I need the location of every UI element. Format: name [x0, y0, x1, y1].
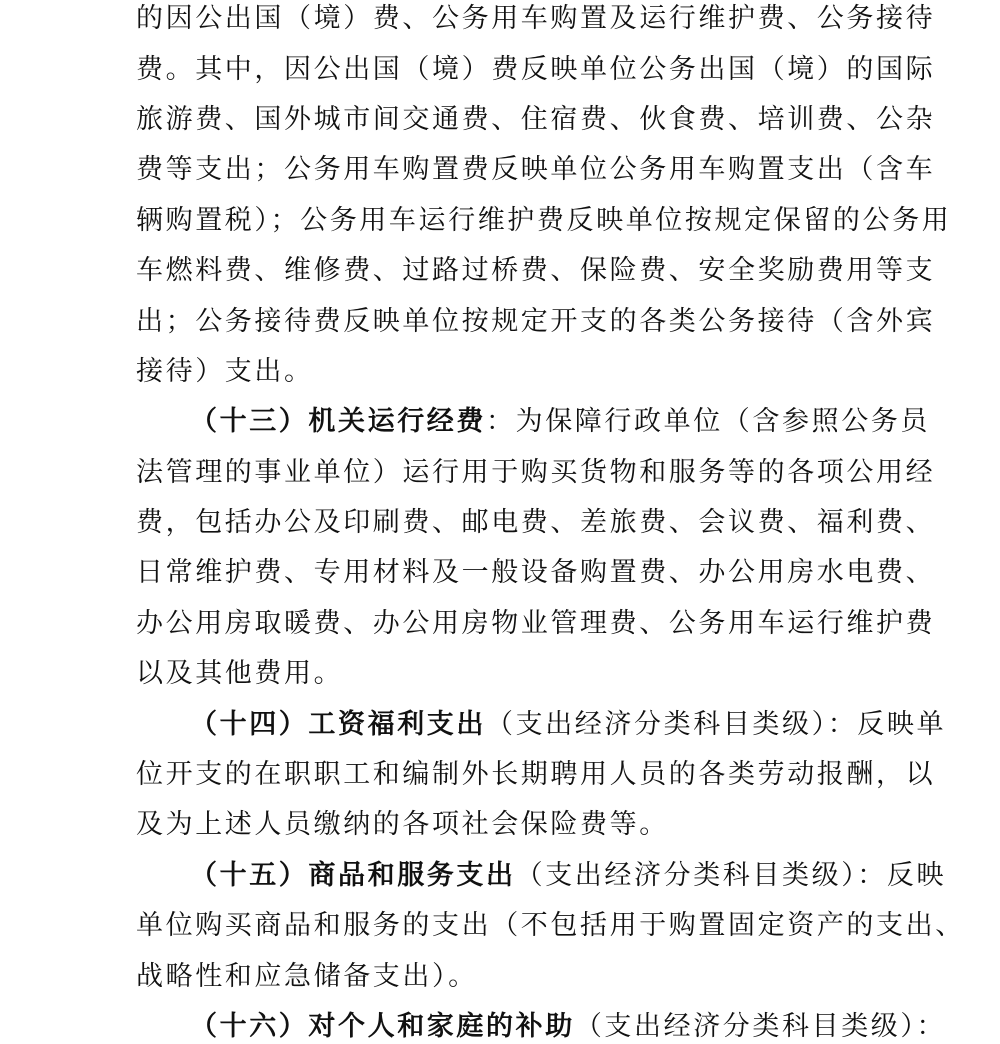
body-text-line	[136, 305, 935, 339]
body-text-line	[136, 960, 478, 994]
line-text: 费。其中，因公出国（境）费反映单位公务出国（境）的国际	[136, 54, 936, 85]
line-text: 接待）支出。	[136, 356, 314, 387]
body-text-line	[136, 808, 669, 842]
section-14-paragraph-start	[190, 708, 946, 742]
body-text-line	[136, 556, 935, 590]
line-text: 以及其他费用。	[136, 658, 344, 689]
line-text: （支出经济分类科目类级）：	[574, 1011, 947, 1042]
section-13-paragraph-start	[190, 405, 930, 439]
body-text-line	[136, 2, 935, 36]
body-text-line	[136, 254, 935, 288]
line-text: 旅游费、国外城市间交通费、住宿费、伙食费、培训费、公杂	[136, 104, 936, 135]
body-text-line	[136, 53, 935, 87]
line-text: （支出经济分类科目类级）：反映单	[486, 709, 947, 740]
body-text-line	[136, 153, 935, 187]
body-text-line	[136, 456, 935, 490]
section-14-heading: （十四）工资福利支出	[190, 709, 486, 740]
body-text-line	[136, 506, 935, 540]
line-text: 费，包括办公及印刷费、邮电费、差旅费、会议费、福利费、	[136, 507, 936, 538]
line-text: 出；公务接待费反映单位按规定开支的各类公务接待（含外宾	[136, 306, 936, 337]
line-text: 日常维护费、专用材料及一般设备购置费、办公用房水电费、	[136, 557, 936, 588]
line-text: 战略性和应急储备支出）。	[136, 961, 478, 992]
body-text-line	[136, 758, 935, 792]
line-text: 费等支出；公务用车购置费反映单位公务用车购置支出（含车	[136, 154, 936, 185]
line-text: 及为上述人员缴纳的各项社会保险费等。	[136, 809, 669, 840]
line-text: 的因公出国（境）费、公务用车购置及运行维护费、公务接待	[136, 3, 936, 34]
section-16-paragraph-start	[190, 1010, 946, 1044]
body-text-line	[136, 909, 965, 943]
body-text-line	[136, 204, 951, 238]
section-16-heading: （十六）对个人和家庭的补助	[190, 1011, 575, 1042]
body-text-line	[136, 103, 935, 137]
body-text-line	[136, 657, 343, 691]
body-text-line	[136, 355, 314, 389]
line-text: 车燃料费、维修费、过路过桥费、保险费、安全奖励费用等支	[136, 255, 936, 286]
section-13-heading: （十三）机关运行经费	[190, 406, 486, 437]
line-text: （支出经济分类科目类级）：反映	[515, 860, 947, 891]
line-text: 办公用房取暖费、办公用房物业管理费、公务用车运行维护费	[136, 608, 936, 639]
line-text: 法管理的事业单位）运行用于购买货物和服务等的各项公用经	[136, 457, 936, 488]
section-15-heading: （十五）商品和服务支出	[190, 860, 516, 891]
line-text: 辆购置税）；公务用车运行维护费反映单位按规定保留的公务用	[136, 205, 952, 236]
line-text: ：为保障行政单位（含参照公务员	[486, 406, 930, 437]
line-text: 位开支的在职职工和编制外长期聘用人员的各类劳动报酬，以	[136, 759, 936, 790]
body-text-line	[136, 607, 935, 641]
line-text: 单位购买商品和服务的支出（不包括用于购置固定资产的支出、	[136, 910, 965, 941]
section-15-paragraph-start	[190, 859, 946, 893]
